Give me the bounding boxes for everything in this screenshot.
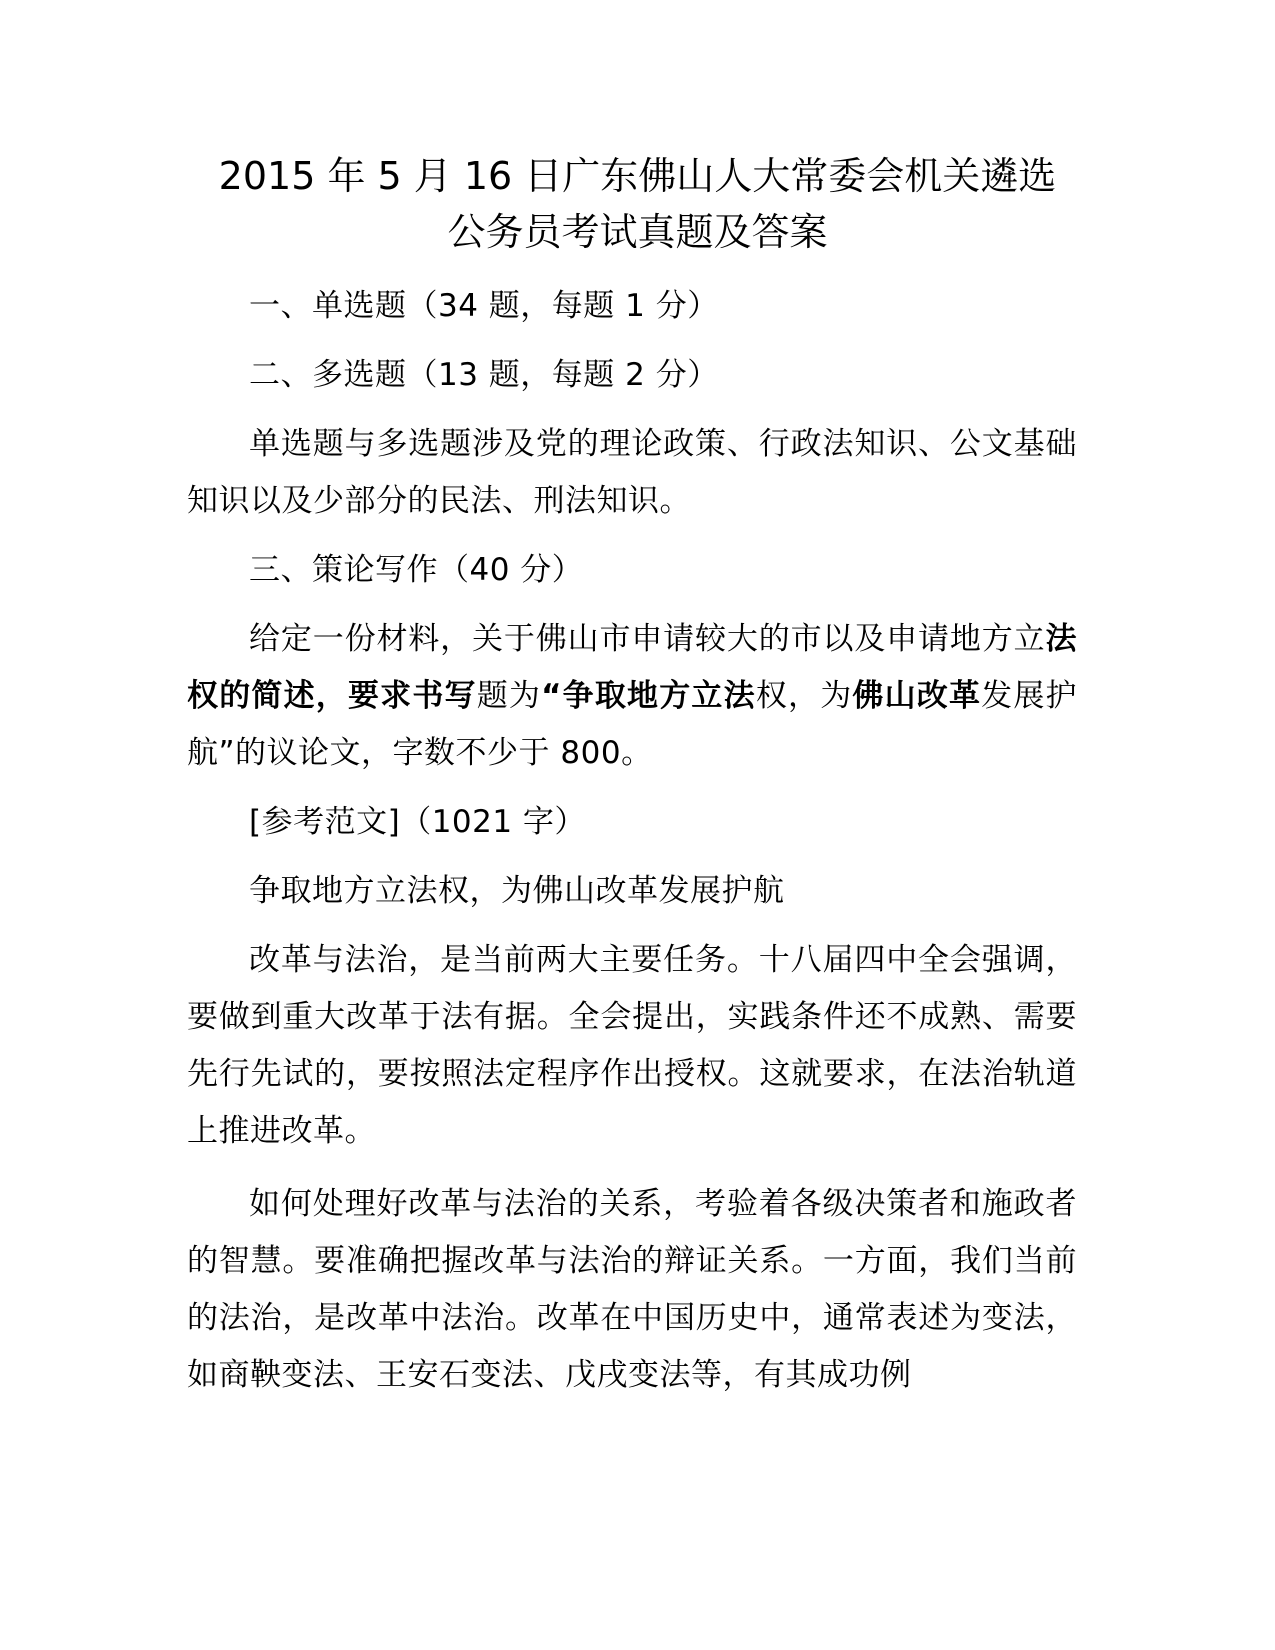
sample-essay-label: [参考范文]（1021 字） xyxy=(249,804,586,840)
exam-scope-paragraph: 单选题与多选题涉及党的理论政策、行政法知识、公文基础知识以及少部分的民法、刑法知识。 xyxy=(187,426,1077,519)
title-line-1: 2015 年 5 月 16 日广东佛山人大常委会机关遴选 xyxy=(218,154,1057,198)
essay-prompt-bold-text: 佛山改革 xyxy=(852,678,982,714)
essay-prompt-bold-text: “争取地方立法 xyxy=(541,678,756,714)
essay-prompt-text: 题为 xyxy=(476,678,542,714)
sample-essay-paragraph: 改革与法治，是当前两大主要任务。十八届四中全会强调，要做到重大改革于法有据。全会提出，实践条件还不成熟、需要先行先试的，要按照法定程序作出授权。这就要求，在法治轨道上推进改革。 xyxy=(187,942,1077,1149)
document-body xyxy=(187,278,1077,1404)
essay-prompt-paragraph xyxy=(187,611,1077,782)
essay-prompt-text: 发展护航”的议论文，字数不少于 800。 xyxy=(187,678,1078,771)
section-multiple-choice: 二、多选题（13 题，每题 2 分） xyxy=(249,357,719,393)
sample-essay-heading: 争取地方立法权，为佛山改革发展护航 xyxy=(249,873,785,909)
section-single-choice: 一、单选题（34 题，每题 1 分） xyxy=(249,288,719,324)
sample-essay-paragraph: 如何处理好改革与法治的关系，考验着各级决策者和施政者的智慧。要准确把握改革与法治的辩证关系。一方面，我们当前的法治，是改革中法治。改革在中国历史中，通常表述为变法，如商鞅变法、王安石变法、戊戌变法等，有其成功例 xyxy=(187,1186,1077,1393)
essay-prompt-text: 给定一份材料，关于佛山市申请较大的市以及申请地方立 xyxy=(249,621,1046,657)
section-essay: 三、策论写作（40 分） xyxy=(249,552,584,588)
document-title xyxy=(160,148,1115,260)
title-line-2: 公务员考试真题及答案 xyxy=(447,210,828,254)
essay-prompt-text: 权，为 xyxy=(755,678,853,714)
essay-prompt-bold-text: 法权的简述，要求书写 xyxy=(187,621,1077,714)
